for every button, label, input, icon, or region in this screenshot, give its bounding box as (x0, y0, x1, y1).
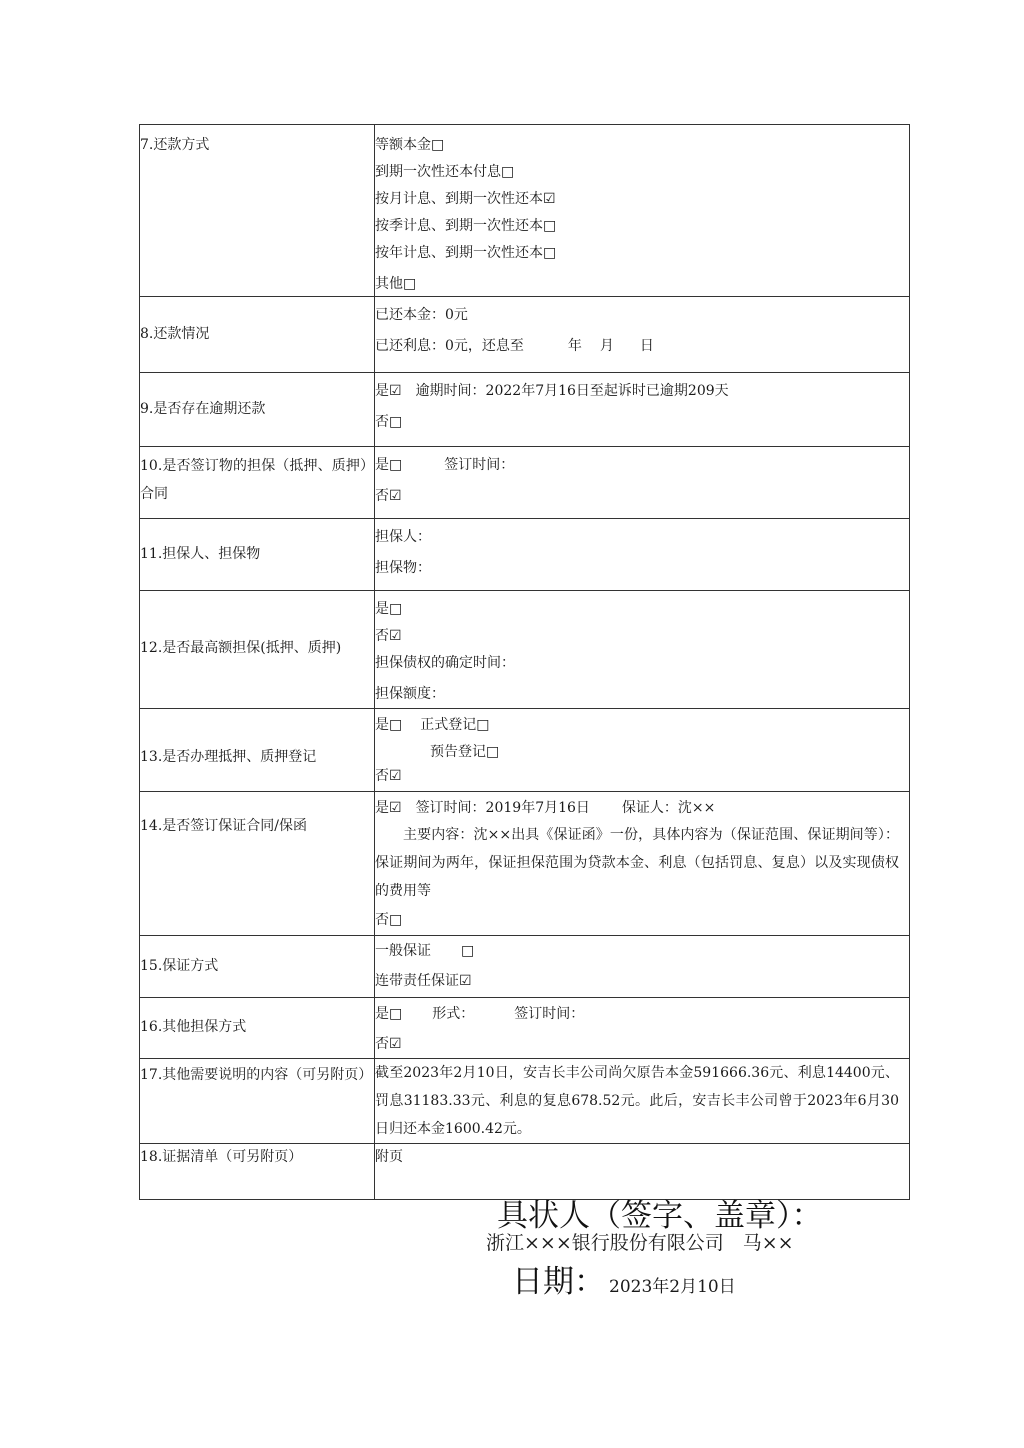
row-label: 14.是否签订保证合同/保函 (140, 818, 307, 834)
overdue-yes: 是☑ (375, 383, 402, 399)
option-quarterly-interest: 按季计息、到期一次性还本□ (375, 218, 557, 234)
guarantor-field: 担保人： (375, 529, 431, 545)
row-label-cell (140, 373, 375, 447)
row-label: 13.是否办理抵押、质押登记 (140, 749, 317, 765)
other-notes-text: 截至2023年2月10日，安吉长丰公司尚欠原告本金591666.36元、利息14400元、罚息31183.33元、利息的复息678.52元。此后，安吉长丰公司曾于2023年6月30日归还本金1600.42元。 (375, 1065, 899, 1137)
overdue-no: 否□ (375, 414, 403, 430)
row-content-cell (375, 709, 910, 792)
preliminary-registration: 预告登记□ (430, 744, 500, 760)
row-property-guarantee (140, 447, 910, 519)
other-no: 否☑ (375, 1036, 402, 1052)
row-label: 7.还款方式 (140, 137, 210, 153)
option-monthly-interest: 按月计息、到期一次性还本☑ (375, 191, 556, 207)
year-label: 年 (567, 338, 582, 354)
row-other-notes (140, 1059, 910, 1144)
row-label: 16.其他担保方式 (140, 1019, 247, 1036)
row-content-cell (375, 936, 910, 998)
row-registration (140, 709, 910, 792)
row-content-cell (375, 519, 910, 591)
row-content-cell (375, 591, 910, 709)
row-repayment-method (140, 125, 910, 297)
other-form: 形式： (432, 1006, 475, 1022)
registration-yes-line (375, 711, 909, 738)
row-label: 17.其他需要说明的内容（可另附页） (140, 1067, 373, 1083)
row-label-cell (140, 447, 375, 519)
row-content-cell (375, 447, 910, 519)
signer-heading: 具状人（签字、盖章）： (497, 1198, 823, 1234)
row-label-cell (140, 709, 375, 792)
contract-main-content: 主要内容：沈××出具《保证函》一份，具体内容为（保证范围、保证期间等）：保证期间为两年，保证担保范围为贷款本金、利息（包括罚息、复息）以及实现债权的费用等 (375, 827, 899, 899)
row-label-cell (140, 792, 375, 936)
date-line (512, 1256, 736, 1301)
option-yearly-interest: 按年计息、到期一次性还本□ (375, 245, 557, 261)
registration-yes: 是□ (375, 717, 403, 733)
row-other-guarantee (140, 998, 910, 1059)
complaint-form-table (139, 124, 910, 1200)
registration-no: 否☑ (375, 768, 402, 784)
contract-no: 否□ (375, 912, 403, 928)
row-label: 8.还款情况 (140, 325, 210, 342)
day-label: 日 (639, 338, 654, 354)
row-label: 12.是否最高额担保(抵押、质押) (140, 640, 342, 657)
property-yes: 是□ (375, 457, 403, 473)
option-other: 其他□ (375, 276, 417, 292)
row-label: 18.证据清单（可另附页） (140, 1149, 303, 1165)
row-label-cell (140, 1144, 375, 1200)
evidence-list-text: 附页 (375, 1149, 403, 1165)
row-label-cell (140, 519, 375, 591)
general-guarantee: 一般保证 (375, 943, 431, 959)
formal-registration: 正式登记□ (420, 717, 490, 733)
general-guarantee-line (375, 936, 909, 967)
row-guarantor-collateral (140, 519, 910, 591)
row-overdue (140, 373, 910, 447)
contract-sign-time: 签订时间：2019年7月16日 (415, 800, 590, 816)
option-lump-sum: 到期一次性还本付息□ (375, 164, 515, 180)
signer-names: 浙江×××银行股份有限公司 马×× (486, 1232, 794, 1254)
property-yes-line (375, 451, 909, 482)
max-determination-time: 担保债权的确定时间： (375, 655, 515, 671)
overdue-time: 逾期时间：2022年7月16日至起诉时已逾期209天 (415, 383, 729, 399)
date-value: 2023年2月10日 (609, 1277, 736, 1297)
option-equal-principal: 等额本金□ (375, 137, 445, 153)
joint-liability-guarantee: 连带责任保证☑ (375, 973, 472, 989)
row-label: 11.担保人、担保物 (140, 545, 261, 562)
interest-paid: 已还利息：0元，还息至 (375, 338, 524, 354)
row-content-cell (375, 998, 910, 1059)
row-guarantee-contract (140, 792, 910, 936)
row-label-cell (140, 125, 375, 297)
max-amount: 担保额度： (375, 686, 445, 702)
row-content-cell (375, 297, 910, 373)
property-sign-time: 签订时间： (444, 457, 515, 473)
row-label-cell (140, 936, 375, 998)
row-guarantee-type (140, 936, 910, 998)
contract-yes: 是☑ (375, 800, 402, 816)
collateral-field: 担保物： (375, 560, 431, 576)
max-yes: 是□ (375, 601, 403, 617)
row-repayment-status (140, 297, 910, 373)
row-label: 15.保证方式 (140, 957, 219, 974)
other-sign-time: 签订时间： (514, 1006, 585, 1022)
date-label: 日期： (512, 1264, 605, 1300)
interest-paid-line (375, 332, 909, 360)
month-label: 月 (599, 338, 614, 354)
row-max-guarantee (140, 591, 910, 709)
row-label-cell (140, 1059, 375, 1144)
row-content-cell (375, 792, 910, 936)
overdue-yes-line (375, 377, 909, 408)
other-yes-line (375, 1000, 909, 1031)
general-guarantee-box: □ (461, 943, 475, 959)
row-content-cell (375, 125, 910, 297)
row-content-cell (375, 1059, 910, 1144)
row-content-cell (375, 373, 910, 447)
row-label: 10.是否签订物的担保（抵押、质押）合同 (140, 458, 374, 502)
contract-guarantor: 保证人：沈×× (621, 800, 716, 816)
row-label-cell (140, 591, 375, 709)
property-no: 否☑ (375, 488, 402, 504)
principal-paid: 已还本金：0元 (375, 307, 468, 323)
max-no: 否☑ (375, 628, 402, 644)
row-label: 9.是否存在逾期还款 (140, 400, 266, 417)
contract-yes-line (375, 794, 899, 821)
row-label-cell (140, 297, 375, 373)
row-label-cell (140, 998, 375, 1059)
other-yes: 是□ (375, 1006, 403, 1022)
